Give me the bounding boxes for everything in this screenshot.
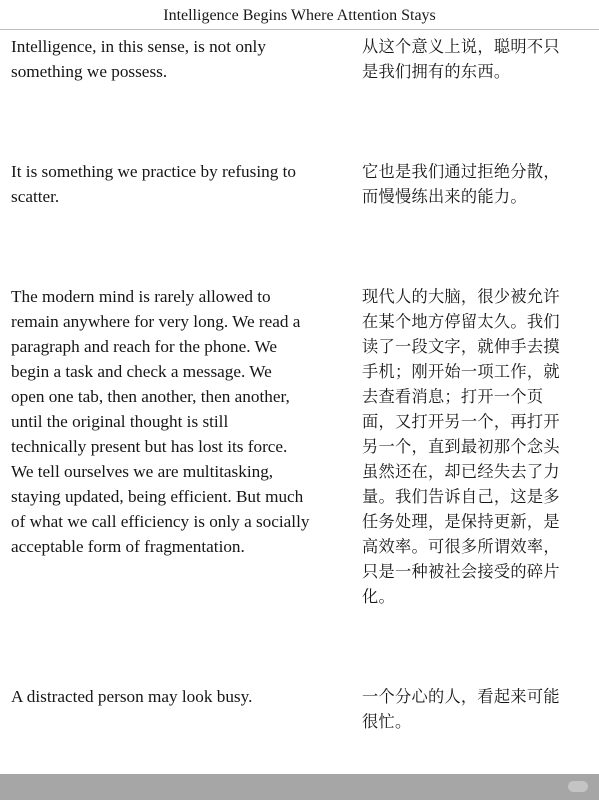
chinese-line: 现代人的大脑，很少被允许 xyxy=(362,287,560,306)
chinese-line: 从这个意义上说，聪明不只 xyxy=(362,37,560,56)
chinese-line: 任务处理，是保持更新，是 xyxy=(362,512,560,531)
english-line: We tell ourselves we are multitasking, xyxy=(11,462,274,481)
english-line: remain anywhere for very long. We read a xyxy=(11,312,301,331)
chinese-line: 高效率。可很多所谓效率， xyxy=(362,537,560,556)
chinese-line: 面，又打开另一个，再打开 xyxy=(362,412,560,431)
english-line: Intelligence, in this sense, is not only xyxy=(11,37,266,56)
english-line: staying updated, being efficient. But much xyxy=(11,487,304,506)
english-paragraph-4 xyxy=(11,684,351,709)
watermark-badge xyxy=(568,781,588,792)
page-title: Intelligence Begins Where Attention Stays xyxy=(0,0,599,30)
english-line: A distracted person may look busy. xyxy=(11,687,253,706)
chinese-line: 读了一段文字，就伸手去摸 xyxy=(362,337,560,356)
chinese-line: 在某个地方停留太久。我们 xyxy=(362,312,560,331)
chinese-paragraph-1 xyxy=(362,34,592,84)
chinese-line: 只是一种被社会接受的碎片 xyxy=(362,562,560,581)
chinese-line: 很忙。 xyxy=(362,712,412,731)
english-line: of what we call efficiency is only a socially xyxy=(11,512,310,531)
english-paragraph-3 xyxy=(11,284,351,559)
chinese-line: 化。 xyxy=(362,587,395,606)
english-line: It is something we practice by refusing to xyxy=(11,162,296,181)
bottom-bar xyxy=(0,774,599,800)
english-line: scatter. xyxy=(11,187,60,206)
chinese-paragraph-3 xyxy=(362,284,592,609)
english-line: open one tab, then another, then another, xyxy=(11,387,290,406)
english-line: something we possess. xyxy=(11,62,168,81)
english-line: technically present but has lost its force. xyxy=(11,437,288,456)
chinese-paragraph-2 xyxy=(362,159,592,209)
chinese-line: 手机；刚开始一项工作，就 xyxy=(362,362,560,381)
english-line: acceptable form of fragmentation. xyxy=(11,537,245,556)
english-paragraph-2 xyxy=(11,159,351,209)
chinese-line: 而慢慢练出来的能力。 xyxy=(362,187,527,206)
chinese-line: 一个分心的人，看起来可能 xyxy=(362,687,560,706)
chinese-line: 另一个，直到最初那个念头 xyxy=(362,437,560,456)
chinese-paragraph-4 xyxy=(362,684,592,734)
english-line: until the original thought is still xyxy=(11,412,229,431)
chinese-line: 它也是我们通过拒绝分散， xyxy=(362,162,560,181)
english-line: The modern mind is rarely allowed to xyxy=(11,287,271,306)
english-line: paragraph and reach for the phone. We xyxy=(11,337,278,356)
english-line: begin a task and check a message. We xyxy=(11,362,272,381)
chinese-line: 去查看消息；打开一个页 xyxy=(362,387,544,406)
chinese-line: 量。我们告诉自己，这是多 xyxy=(362,487,560,506)
chinese-line: 虽然还在，却已经失去了力 xyxy=(362,462,560,481)
english-paragraph-1 xyxy=(11,34,351,84)
chinese-line: 是我们拥有的东西。 xyxy=(362,62,511,81)
